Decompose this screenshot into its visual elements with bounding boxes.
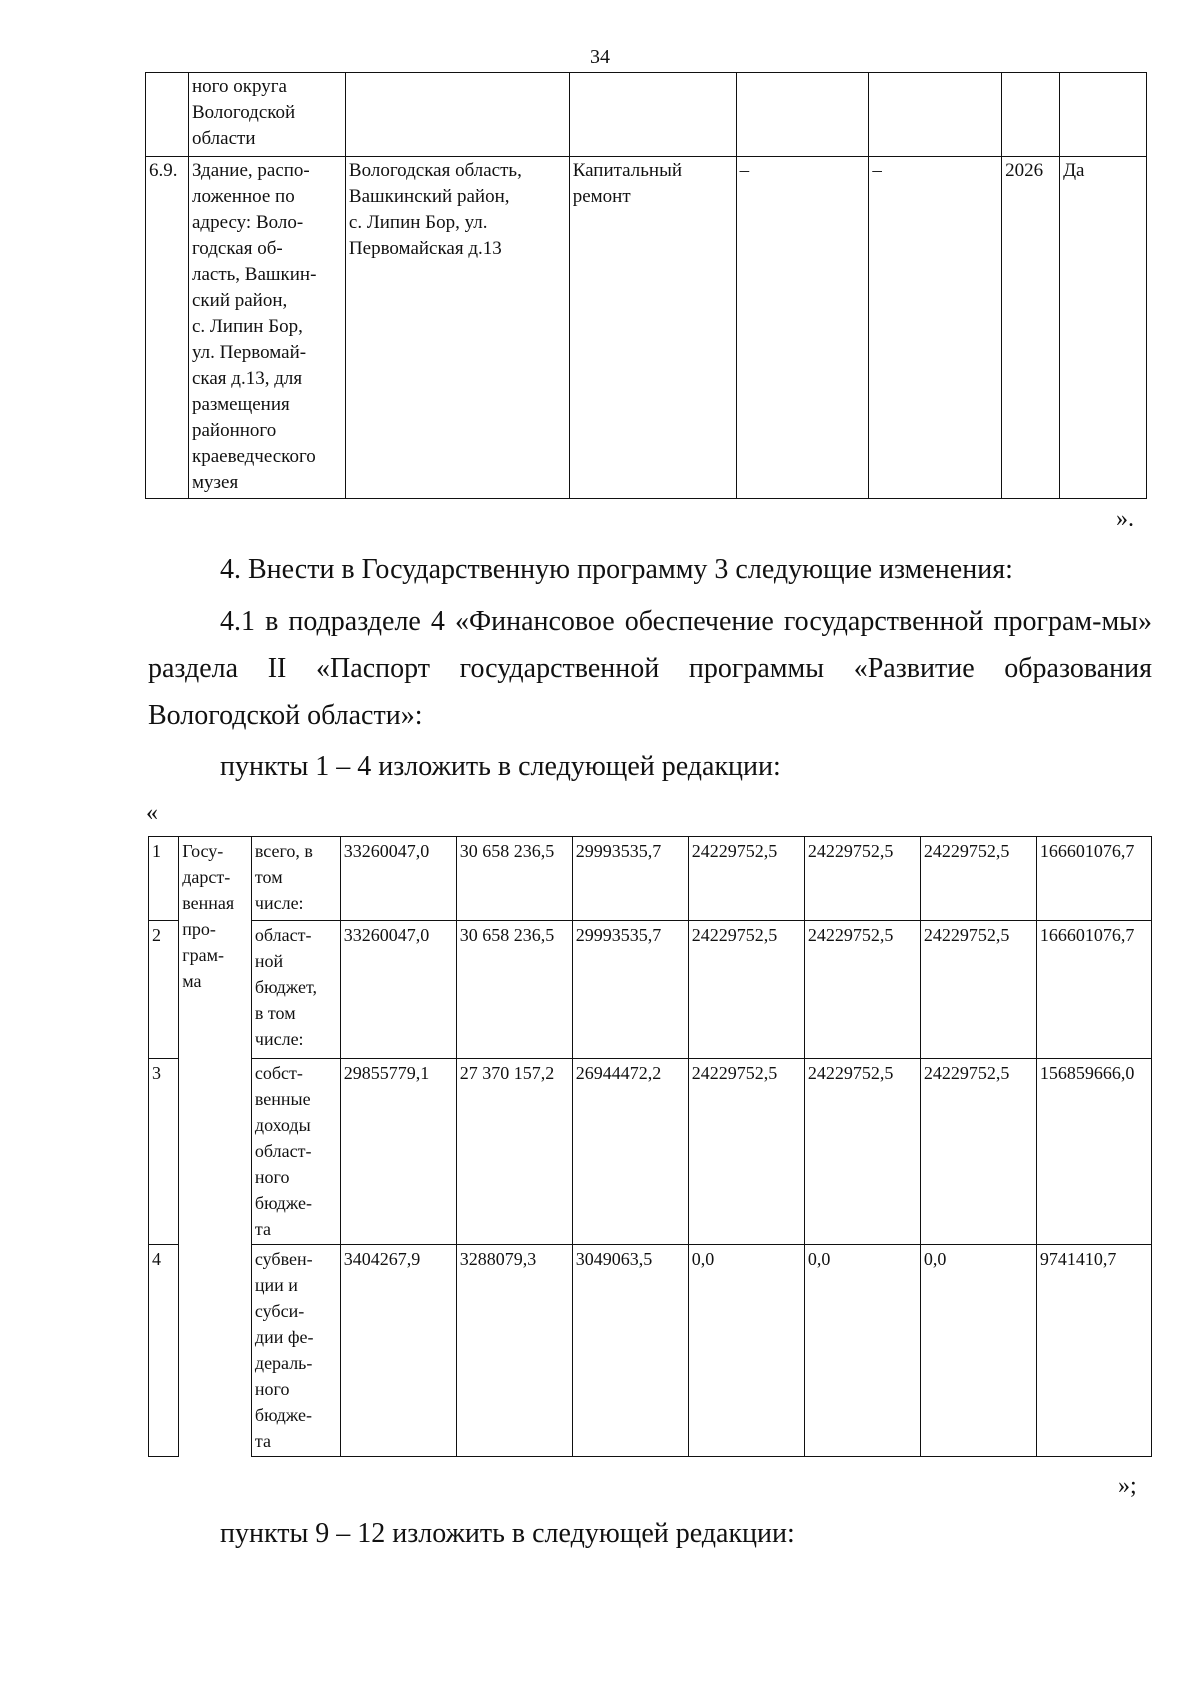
object-address	[345, 73, 569, 157]
value-cell: 29993535,7	[572, 921, 688, 1059]
table-cell	[736, 73, 869, 157]
value-cell: 3404267,9	[340, 1245, 456, 1457]
value-cell: 0,0	[688, 1245, 804, 1457]
table-row	[149, 837, 1152, 921]
program-label: Госу- дарст- венная про- грам- ма	[179, 837, 252, 1457]
flag-cell	[1060, 73, 1147, 157]
closing-quote: ».	[1116, 506, 1134, 532]
financing-table	[148, 836, 1152, 1457]
value-cell: 24229752,5	[920, 1059, 1036, 1245]
value-cell: 26944472,2	[572, 1059, 688, 1245]
table-row	[146, 157, 1147, 499]
object-address: Вологодская область, Вашкинский район, с. Липин Бор, ул. Первомайская д.13	[345, 157, 569, 499]
paragraph-points-9-12: пункты 9 – 12 изложить в следующей редакции:	[220, 1518, 795, 1549]
value-cell: 24229752,5	[804, 837, 920, 921]
value-cell: 24229752,5	[920, 921, 1036, 1059]
row-number	[146, 73, 189, 157]
total-cell: 166601076,7	[1036, 837, 1151, 921]
table-cell	[869, 73, 1002, 157]
table-row	[149, 1059, 1152, 1245]
objects-table	[145, 72, 1147, 499]
closing-quote: »;	[1118, 1473, 1137, 1499]
row-label: субвен- ции и субси- дии фе- дераль- ного бюдже- та	[251, 1245, 340, 1457]
value-cell: 30 658 236,5	[456, 837, 572, 921]
value-cell: 24229752,5	[688, 837, 804, 921]
row-number: 1	[149, 837, 179, 921]
table-cell: –	[869, 157, 1002, 499]
paragraph-item-4-1: 4.1 в подразделе 4 «Финансовое обеспечение государственной програм-мы» раздела II «Паспорт государственной программы «Развитие образования Вологодской области»:	[148, 606, 1152, 731]
total-cell: 156859666,0	[1036, 1059, 1151, 1245]
row-number: 4	[149, 1245, 179, 1457]
row-number: 2	[149, 921, 179, 1059]
table-row	[149, 921, 1152, 1059]
value-cell: 27 370 157,2	[456, 1059, 572, 1245]
table-row	[146, 73, 1147, 157]
value-cell: 3288079,3	[456, 1245, 572, 1457]
row-label: собст- венные доходы област- ного бюдже- та	[251, 1059, 340, 1245]
value-cell: 29855779,1	[340, 1059, 456, 1245]
work-type: Капитальный ремонт	[569, 157, 736, 499]
row-number: 3	[149, 1059, 179, 1245]
value-cell: 33260047,0	[340, 837, 456, 921]
row-label: всего, в том числе:	[251, 837, 340, 921]
value-cell: 30 658 236,5	[456, 921, 572, 1059]
value-cell: 0,0	[920, 1245, 1036, 1457]
table-cell: –	[736, 157, 869, 499]
flag-cell: Да	[1060, 157, 1147, 499]
value-cell: 24229752,5	[804, 921, 920, 1059]
value-cell: 24229752,5	[688, 1059, 804, 1245]
value-cell: 3049063,5	[572, 1245, 688, 1457]
object-name: Здание, распо- ложенное по адресу: Воло- годская об- ласть, Вашкин- ский район, с. Липин Бор, ул. Первомай- ская д.13, для размещения районного краеведческого музея	[188, 157, 345, 499]
year-cell	[1002, 73, 1060, 157]
object-name: ного округа Вологодской области	[188, 73, 345, 157]
paragraph-item-4: 4. Внести в Государственную программу 3 следующие изменения:	[220, 554, 1013, 585]
value-cell: 24229752,5	[804, 1059, 920, 1245]
page-number: 34	[590, 46, 610, 68]
paragraph-points-1-4: пункты 1 – 4 изложить в следующей редакции:	[220, 751, 781, 782]
table-row	[149, 1245, 1152, 1457]
opening-quote: «	[146, 800, 158, 826]
value-cell: 0,0	[804, 1245, 920, 1457]
work-type	[569, 73, 736, 157]
total-cell: 166601076,7	[1036, 921, 1151, 1059]
total-cell: 9741410,7	[1036, 1245, 1151, 1457]
value-cell: 24229752,5	[920, 837, 1036, 921]
value-cell: 33260047,0	[340, 921, 456, 1059]
value-cell: 29993535,7	[572, 837, 688, 921]
value-cell: 24229752,5	[688, 921, 804, 1059]
row-number: 6.9.	[146, 157, 189, 499]
year-cell: 2026	[1002, 157, 1060, 499]
row-label: област- ной бюджет, в том числе:	[251, 921, 340, 1059]
